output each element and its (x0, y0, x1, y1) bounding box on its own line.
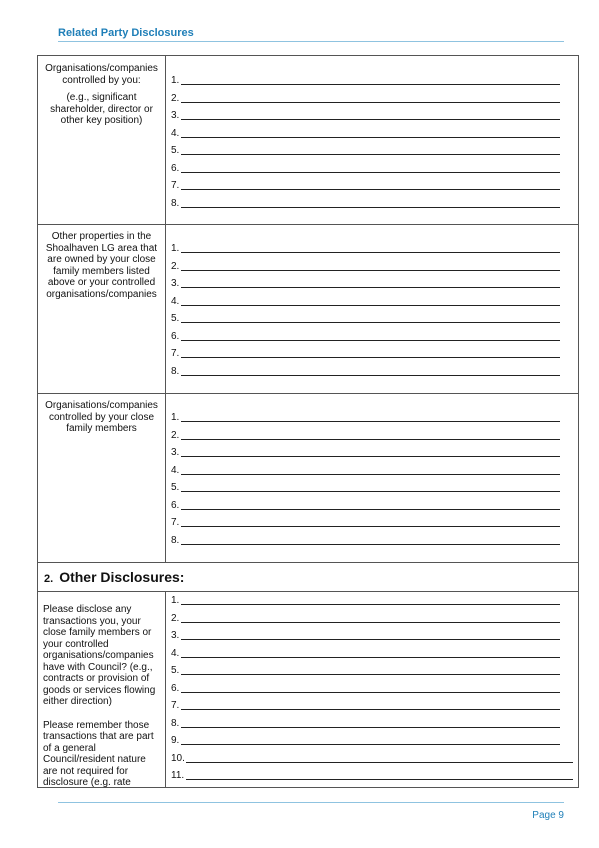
label-text: Please disclose any transactions you, your close family members or your controlled organisations/companies have with Council? (e.g., contracts or provision of goods or services flowing either direction) (43, 604, 156, 707)
line-number: 8. (171, 365, 180, 377)
line-number: 7. (171, 700, 180, 711)
entry-line[interactable] (171, 533, 560, 546)
line-number: 6. (171, 162, 180, 174)
entry-line[interactable] (171, 593, 560, 606)
label-text: Organisations/companies controlled by your close family members (45, 400, 158, 434)
label-text: Other properties in the Shoalhaven LG area that are owned by your close family members listed above or your controlled organisations/companies (45, 231, 158, 300)
row-label (38, 56, 166, 224)
entry-line[interactable] (171, 445, 560, 458)
section-title: Other Disclosures: (59, 569, 185, 585)
line-number: 5. (171, 665, 180, 676)
entry-line[interactable] (171, 628, 560, 641)
row-other-disclosures (38, 591, 578, 787)
line-number: 7. (171, 517, 180, 528)
label-text: Organisations/companies controlled by you: (45, 63, 158, 86)
line-number: 3. (171, 447, 180, 458)
entry-line[interactable] (171, 126, 560, 139)
document-header-title: Related Party Disclosures (58, 27, 194, 39)
entry-line[interactable] (171, 73, 560, 86)
line-number: 11. (171, 770, 185, 781)
entry-line[interactable] (171, 663, 560, 676)
label-note: (e.g., significant shareholder, director or other key position) (50, 92, 153, 126)
entry-line[interactable] (171, 751, 573, 764)
row-family-controlled (38, 393, 578, 563)
entry-lines (166, 393, 578, 562)
line-number: 2. (171, 92, 180, 104)
entry-line[interactable] (171, 463, 560, 476)
line-number: 2. (171, 429, 180, 441)
entry-line[interactable] (171, 428, 560, 441)
entry-line[interactable] (171, 716, 560, 729)
disclosure-table (37, 55, 579, 788)
entry-line[interactable] (171, 108, 560, 121)
row-label (38, 393, 166, 562)
row-controlled-by-you (38, 56, 578, 225)
label-note: Please remember those transactions that are part of a general Council/resident nature are not required for disclosure (e.g. rate (43, 719, 154, 788)
line-number: 5. (171, 482, 180, 493)
line-number: 8. (171, 534, 180, 546)
line-number: 7. (171, 180, 180, 191)
line-number: 1. (171, 412, 180, 423)
line-number: 7. (171, 348, 180, 359)
line-number: 5. (171, 145, 180, 156)
entry-line[interactable] (171, 196, 560, 209)
line-number: 1. (171, 75, 180, 86)
entry-line[interactable] (171, 515, 560, 528)
row-label (38, 224, 166, 393)
section-heading (44, 569, 184, 585)
line-number: 3. (171, 630, 180, 641)
line-number: 4. (171, 127, 180, 139)
section-heading-row (38, 562, 578, 592)
entry-line[interactable] (171, 294, 560, 307)
footer-rule (58, 802, 564, 803)
line-number: 2. (171, 260, 180, 272)
line-number: 4. (171, 647, 180, 659)
entry-lines (166, 56, 578, 224)
entry-line[interactable] (171, 768, 573, 781)
line-number: 8. (171, 197, 180, 209)
line-number: 9. (171, 735, 180, 746)
line-number: 10. (171, 752, 185, 764)
page-number: Page 9 (532, 810, 564, 821)
entry-line[interactable] (171, 698, 560, 711)
line-number: 6. (171, 499, 180, 511)
line-number: 6. (171, 330, 180, 342)
entry-line[interactable] (171, 498, 560, 511)
entry-line[interactable] (171, 346, 560, 359)
header-rule (58, 41, 564, 42)
entry-line[interactable] (171, 681, 560, 694)
row-other-properties (38, 224, 578, 394)
entry-line[interactable] (171, 143, 560, 156)
line-number: 4. (171, 464, 180, 476)
entry-line[interactable] (171, 161, 560, 174)
line-number: 1. (171, 595, 180, 606)
line-number: 6. (171, 682, 180, 694)
entry-line[interactable] (171, 276, 560, 289)
entry-line[interactable] (171, 480, 560, 493)
entry-line[interactable] (171, 364, 560, 377)
line-number: 3. (171, 110, 180, 121)
entry-lines (166, 591, 578, 787)
entry-line[interactable] (171, 259, 560, 272)
row-label (38, 591, 166, 787)
entry-line[interactable] (171, 410, 560, 423)
entry-lines (166, 224, 578, 393)
line-number: 2. (171, 612, 180, 624)
entry-line[interactable] (171, 646, 560, 659)
entry-line[interactable] (171, 329, 560, 342)
line-number: 4. (171, 295, 180, 307)
line-number: 5. (171, 313, 180, 324)
line-number: 3. (171, 278, 180, 289)
entry-line[interactable] (171, 241, 560, 254)
entry-line[interactable] (171, 611, 560, 624)
line-number: 8. (171, 717, 180, 729)
entry-line[interactable] (171, 733, 560, 746)
entry-line[interactable] (171, 178, 560, 191)
section-number: 2. (44, 573, 54, 585)
entry-line[interactable] (171, 311, 560, 324)
entry-line[interactable] (171, 91, 560, 104)
line-number: 1. (171, 243, 180, 254)
